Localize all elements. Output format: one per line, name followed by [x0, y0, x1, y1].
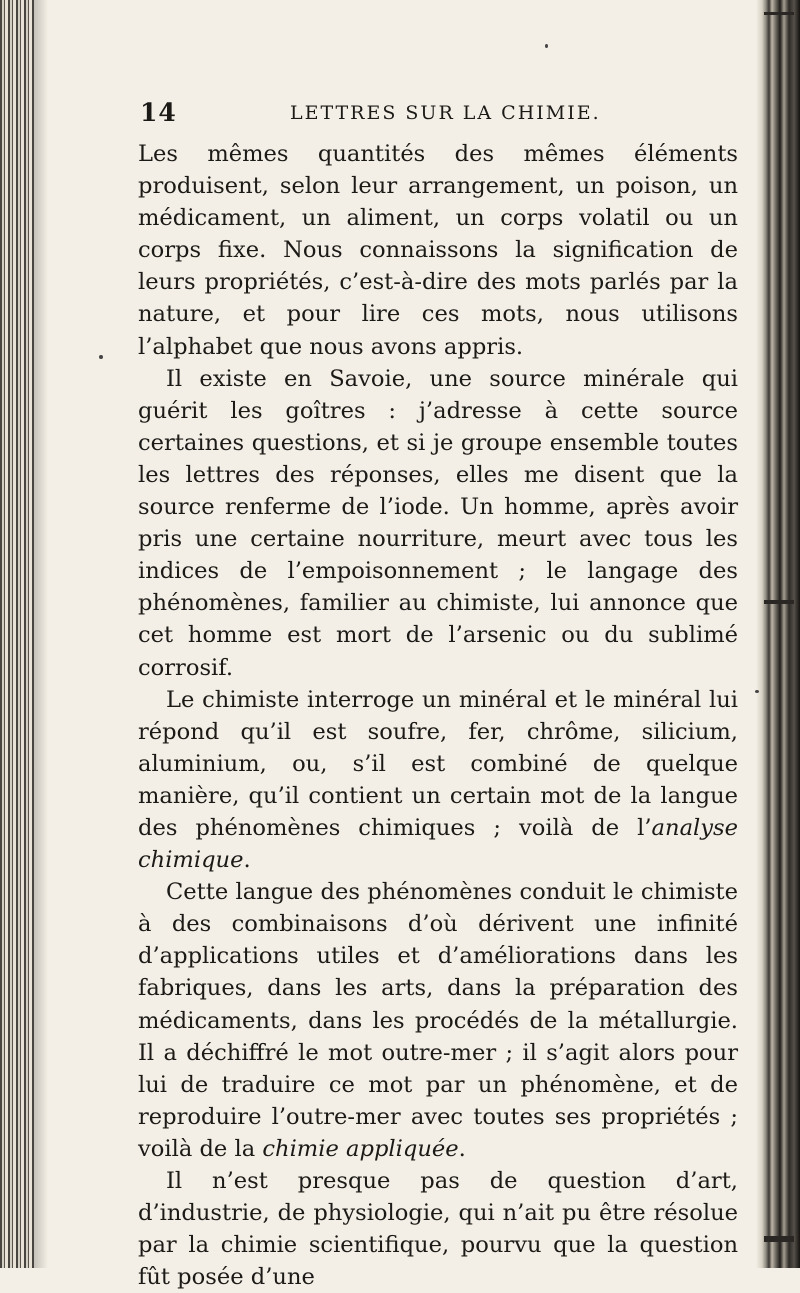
edge-mark	[764, 12, 794, 15]
paper-speck	[755, 690, 759, 693]
paper-speck	[99, 355, 103, 359]
paragraph-text: Cette langue des phénomènes conduit le chimiste à des combinaisons d’où dérivent une infinité d’applications utiles et d’améliorations dans les fabriques, dans les arts, dans la préparation des médicaments, dans les procédés de la métallurgie. Il a déchiffré le mot outre-mer ; il s’agit alors pour lui de traduire ce mot par un phénomène, et de reproduire l’outre-mer avec toutes ses propriétés ; voilà de la	[138, 879, 738, 1162]
edge-mark	[764, 1236, 794, 1242]
paragraph: Il n’est presque pas de question d’art, d’industrie, de physiologie, qui n’ait pu être résolue par la chimie scientifique, pourvu que la question fût posée d’une	[138, 1168, 738, 1291]
binding-shadow	[34, 0, 48, 1268]
paragraph-text: .	[458, 1135, 466, 1162]
page-number: 14	[140, 98, 177, 127]
edge-mark	[764, 600, 794, 604]
body-text	[138, 138, 738, 1293]
running-head: LETTRES SUR LA CHIMIE.	[290, 102, 601, 124]
book-binding	[0, 0, 34, 1268]
paragraph	[138, 876, 738, 1165]
paragraph-text: Le chimiste interroge un minéral et le minéral lui répond qu’il est soufre, fer, chrôme, silicium, aluminium, ou, s’il est combiné de quelque manière, qu’il contient un certain mot de la langue des phénomènes chimiques ; voilà de l’	[138, 686, 738, 841]
paragraph: Les mêmes quantités des mêmes éléments produisent, selon leur arrangement, un poison, un médicament, un aliment, un corps volatil ou un corps fixe. Nous connaissons la signification de leurs propriétés, c’est-à-dire des mots parlés par la nature, et pour lire ces mots, nous utilisons l’alphabet que nous avons appris.	[138, 141, 738, 360]
paragraph: Il existe en Savoie, une source minérale qui guérit les goîtres : j’adresse à cette source certaines questions, et si je groupe ensemble toutes les lettres des réponses, elles me disent que la source renferme de l’iode. Un homme, après avoir pris une certaine nourriture, meurt avec tous les indices de l’empoisonnement ; le langage des phénomènes, familier au chimiste, lui annonce que cet homme est mort de l’arsenic ou du sublimé corrosif.	[138, 365, 738, 681]
page-edges	[756, 0, 800, 1268]
italic-term: chimie appliquée	[262, 1135, 459, 1162]
italic-term: analyse chimique	[138, 814, 738, 874]
paragraph-text: .	[243, 847, 251, 874]
paragraph	[138, 684, 738, 877]
page-header	[140, 98, 730, 128]
paper-speck	[545, 44, 548, 48]
